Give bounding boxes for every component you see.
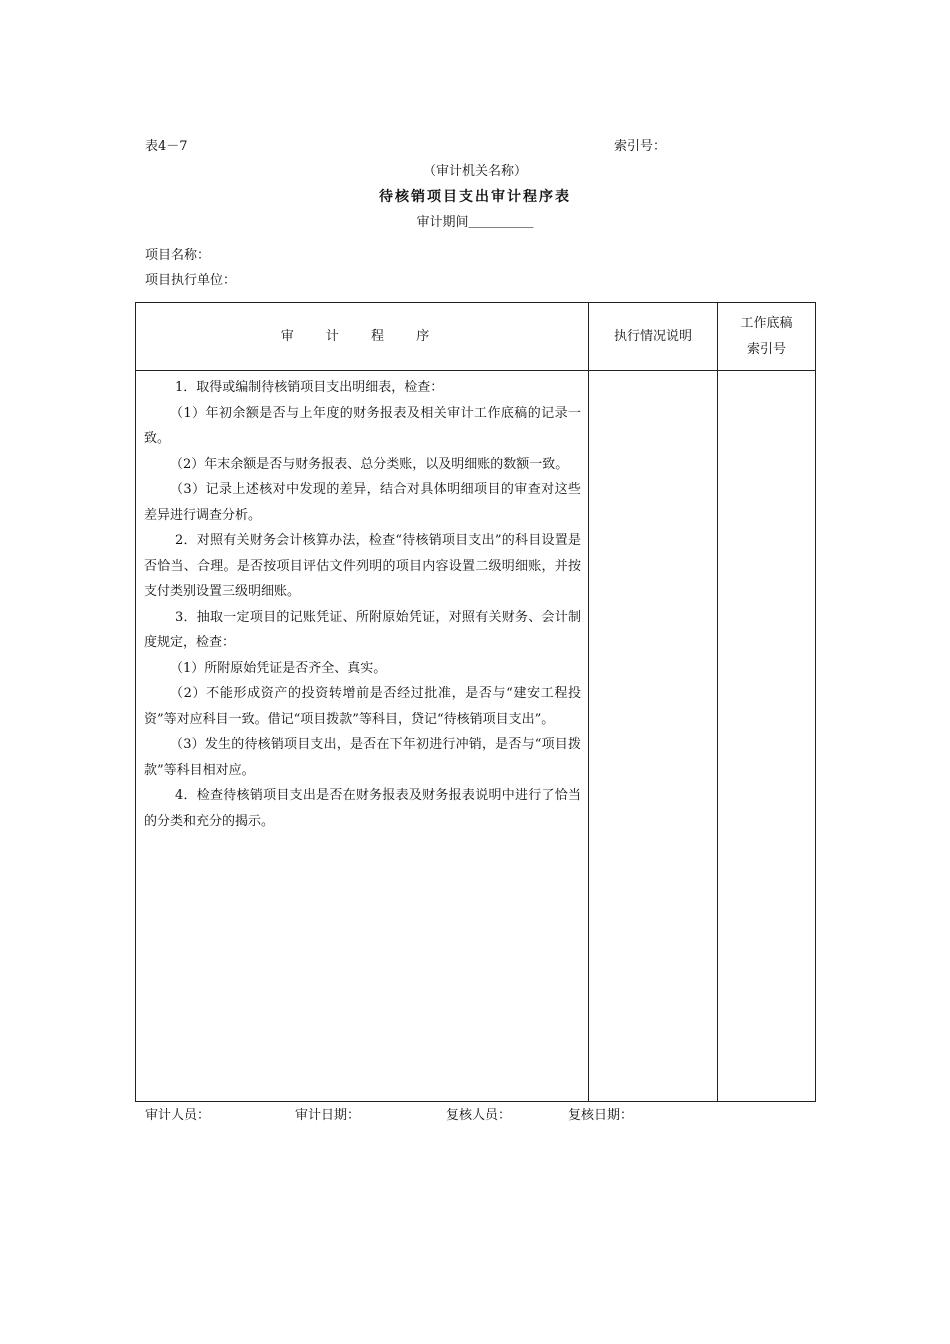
table-body-row xyxy=(136,371,816,1102)
audit-procedure-table xyxy=(135,302,816,1102)
project-name-label: 项目名称： xyxy=(145,248,211,263)
procedure-step: 1．取得或编制待核销项目支出明细表，检查： xyxy=(175,380,444,395)
procedure-cell xyxy=(136,371,589,1102)
procedure-step: 3．抽取一定项目的记账凭证、所附原始凭证，对照有关财务、会计制度规定，检查： xyxy=(144,609,581,650)
reviewer-label: 复核人员： xyxy=(446,1108,512,1123)
procedure-step: 4．检查待核销项目支出是否在财务报表及财务报表说明中进行了恰当的分类和充分的揭示。 xyxy=(144,788,581,829)
project-unit-label: 项目执行单位： xyxy=(145,273,237,288)
review-date-label: 复核日期： xyxy=(568,1108,634,1123)
procedure-step: （3）发生的待核销项目支出，是否在下年初进行冲销，是否与“项目拨款”等科目相对应。 xyxy=(144,737,581,778)
audit-org-name: （审计机关名称） xyxy=(422,164,527,179)
procedure-step: （1）所附原始凭证是否齐全、真实。 xyxy=(170,660,387,676)
table-header-row xyxy=(136,303,816,371)
auditor-label: 审计人员： xyxy=(145,1108,211,1123)
index-number-label: 索引号： xyxy=(614,139,667,154)
page-title: 待核销项目支出审计程序表 xyxy=(379,189,571,205)
execution-cell xyxy=(589,371,718,1102)
workpaper-index-cell xyxy=(718,371,816,1102)
procedure-step: （2）年末余额是否与财务报表、总分类账，以及明细账的数额一致。 xyxy=(170,456,569,472)
col-header-execution: 执行情况说明 xyxy=(589,303,718,371)
table-number: 表4－7 xyxy=(145,139,188,154)
col-header-workpaper: 工作底稿 索引号 xyxy=(718,303,816,371)
audit-date-label: 审计日期： xyxy=(295,1108,361,1123)
procedure-step: 2．对照有关财务会计核算办法，检查“待核销项目支出”的科目设置是否恰当、合理。是否按项目评估文件列明的项目内容设置二级明细账，并按支付类别设置三级明细账。 xyxy=(144,533,581,599)
procedure-step: （1）年初余额是否与上年度的财务报表及相关审计工作底稿的记录一致。 xyxy=(144,405,581,446)
procedure-step: （3）记录上述核对中发现的差异，结合对具体明细项目的审查对这些差异进行调查分析。 xyxy=(144,482,581,523)
audit-period: 审计期间＿＿＿＿＿ xyxy=(416,215,534,230)
col-header-procedure: 审 计 程 序 xyxy=(136,303,589,371)
procedure-step: （2）不能形成资产的投资转增前是否经过批准，是否与“建安工程投资”等对应科目一致。借记“项目拨款”等科目，贷记“待核销项目支出”。 xyxy=(144,686,581,727)
